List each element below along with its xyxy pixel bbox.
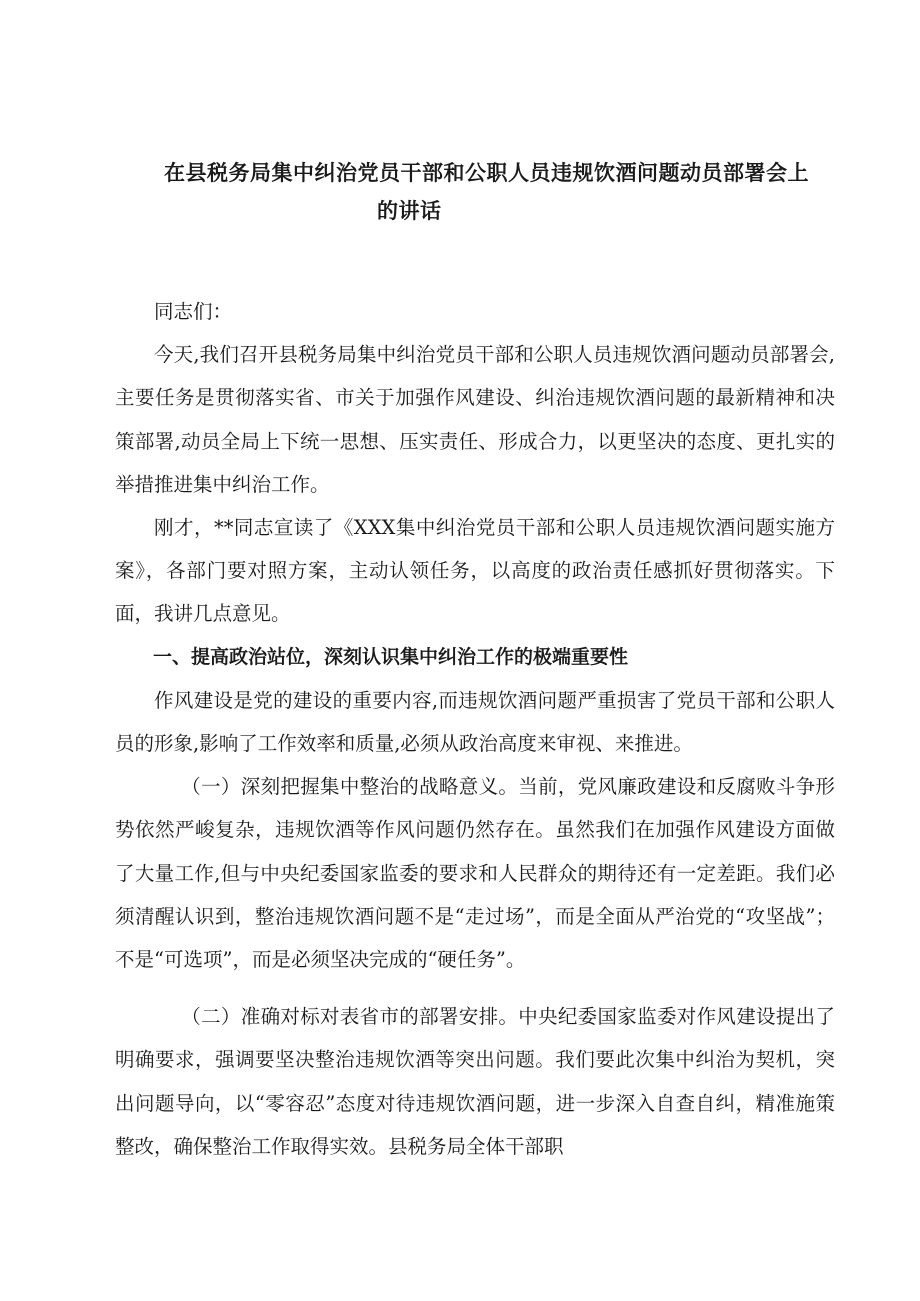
document-title (150, 154, 850, 230)
subsection-2: （二）准确对标对表省市的部署安排。中央纪委国家监委对作风建设提出了明确要求，强调要坚决整治违规饮酒等突出问题。我们要此次集中纠治为契机，突出问题导向，以“零容忍”态度对待违规饮酒问题，进一步深入自查自纠，精准施策整改，确保整治工作取得实效。县税务局全体干部职 (115, 1005, 835, 1158)
title-line-2: 的讲话 (377, 199, 442, 223)
paragraph-opening: 今天,我们召开县税务局集中纠治党员干部和公职人员违规饮酒问题动员部署会,主要任务是贯彻落实省、市关于加强作风建设、纠治违规饮酒问题的最新精神和决策部署,动员全局上下统一思想、压实责任、形成合力，以更坚决的态度、更扎实的举措推进集中纠治工作。 (115, 343, 835, 496)
paragraph-plan: 刚才，**同志宣读了《XXX集中纠治党员干部和公职人员违规饮酒问题实施方案》，各部门要对照方案，主动认领任务，以高度的政治责任感抓好贯彻落实。下面，我讲几点意见。 (115, 516, 835, 626)
subsection-1: （一）深刻把握集中整治的战略意义。当前，党风廉政建设和反腐败斗争形势依然严峻复杂，违规饮酒等作风问题仍然存在。虽然我们在加强作风建设方面做了大量工作,但与中央纪委国家监委的要求和人民群众的期待还有一定差距。我们必须清醒认识到，整治违规饮酒问题不是“走过场”，而是全面从严治党的“攻坚战”；不是“可选项”，而是必须坚决完成的“硬任务”。 (115, 775, 835, 972)
section-1-intro: 作风建设是党的建设的重要内容,而违规饮酒问题严重损害了党员干部和公职人员的形象,影响了工作效率和质量,必须从政治高度来审视、来推进。 (115, 688, 835, 756)
title-line-1: 在县税务局集中纠治党员干部和公职人员违规饮酒问题动员部署会上 (164, 161, 809, 185)
salutation: 同志们： (154, 300, 233, 323)
section-heading-1: 一、提高政治站位，深刻认识集中纠治工作的极端重要性 (153, 645, 629, 668)
document-body (115, 290, 835, 1168)
